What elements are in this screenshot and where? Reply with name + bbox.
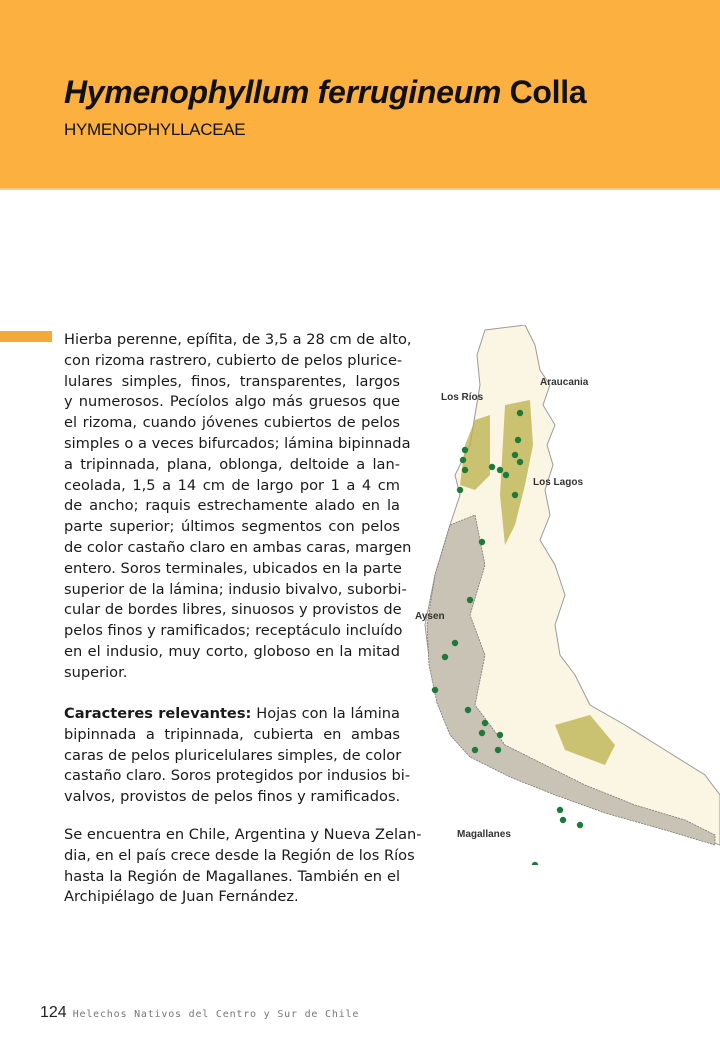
record-point [515,437,521,443]
map-label-aysen: Aysen [415,611,445,622]
text-line: caras de pelos pluricelulares simples, de color [64,746,402,764]
record-point [462,467,468,473]
map-label-los-rios: Los Ríos [441,392,484,403]
section-marker [0,331,52,342]
text-line: entero. Soros terminales, ubicados en la parte [64,559,402,577]
distribution-map [415,325,720,865]
text-line: Archipiélago de Juan Fernández. [64,888,299,906]
record-point [512,492,518,498]
record-point [489,464,495,470]
text-line: hasta la Región de Magallanes. También en el [64,867,400,885]
record-point [497,467,503,473]
text-line: y numerosos. Pecíolos algo más gruesos que [64,393,400,411]
text-line: superior. [64,663,128,681]
description-paragraph [64,330,412,684]
text-line: en el indusio, muy corto, globoso en la mitad [64,642,400,660]
map-label-los-lagos: Los Lagos [533,477,584,488]
record-point [560,817,566,823]
record-point [512,452,518,458]
record-point [432,687,438,693]
text-line: dia, en el país crece desde la Región de los Ríos [64,846,415,864]
record-point [495,747,501,753]
book-title: Helechos Nativos del Centro y Sur de Chile [72,1009,360,1020]
record-point [577,822,583,828]
text-line: el rizoma, cuando jóvenes cubiertos de pelos [64,414,400,432]
record-point [482,720,488,726]
species-name: Hymenophyllum ferrugineum [64,74,502,110]
record-point [442,654,448,660]
text-line: con rizoma rastrero, cubierto de pelos plurice- [64,351,403,369]
record-point [479,539,485,545]
map-label-magallanes: Magallanes [457,829,511,840]
record-point [465,707,471,713]
record-point [457,487,463,493]
text-line: superior de la lámina; indusio bivalvo, suborbi- [64,580,407,598]
record-point [557,807,563,813]
page-number: 124 [40,1004,67,1021]
header-band [0,0,720,190]
record-point [462,447,468,453]
record-point [532,862,538,865]
text-line: simples o a veces bifurcados; lámina bipinnada [64,434,411,452]
text-line: de ancho; raquis estrechamente alado en la [64,497,400,515]
text-line: valvos, provistos de pelos finos y ramificados. [64,788,401,806]
text-line: lulares simples, finos, transparentes, largos [64,372,400,390]
text-line: Caracteres relevantes: Hojas con la lámina [64,705,400,722]
text-line: bipinnada a tripinnada, cubierta en ambas [64,725,400,743]
text-line: cular de bordes libres, sinuosos y provistos de [64,601,402,619]
characters-label: Caracteres relevantes: [64,705,252,722]
text-line: ceolada, 1,5 a 14 cm de largo por 1 a 4 cm [64,476,400,494]
text-line: de color castaño claro en ambas caras, margen [64,538,412,556]
family-name: HYMENOPHYLLACEAE [64,120,246,139]
text-line: parte superior; últimos segmentos con pelos [64,518,400,536]
text-line: a tripinnada, plana, oblonga, deltoide a lan- [64,455,400,473]
species-title [64,74,586,111]
footer [40,1002,359,1022]
record-point [517,459,523,465]
record-point [503,472,509,478]
map-label-araucania: Araucania [540,377,589,388]
distribution-paragraph [64,825,422,908]
text-line: Hierba perenne, epífita, de 3,5 a 28 cm de alto, [64,331,412,348]
characters-paragraph [64,704,411,808]
text-line: Se encuentra en Chile, Argentina y Nueva Zelan- [64,826,422,843]
record-point [472,747,478,753]
text-line: pelos finos y ramificados; receptáculo incluído [64,622,403,640]
species-author: Colla [509,74,587,110]
record-point [467,597,473,603]
text-line: castaño claro. Soros protegidos por indusios bi- [64,767,411,785]
record-point [479,730,485,736]
record-point [452,640,458,646]
record-point [497,732,503,738]
record-point [517,410,523,416]
record-point [460,457,466,463]
